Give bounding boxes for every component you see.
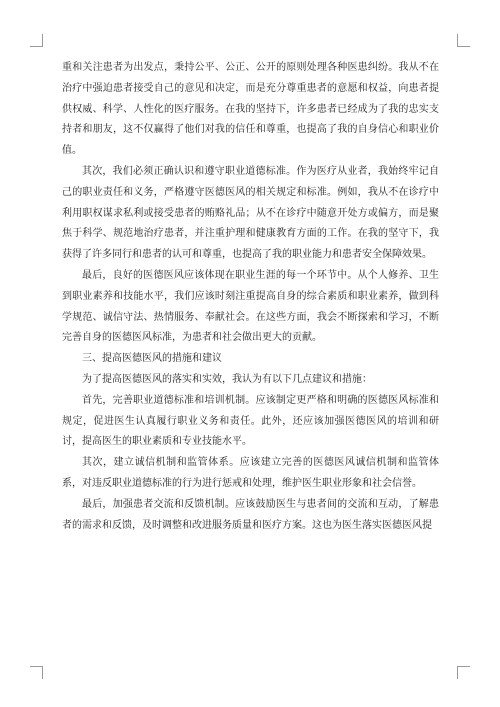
- paragraph-intro-suggestions: 为了提高医德医风的落实和实效，我认为有以下几点建议和措施：: [82, 373, 372, 385]
- paragraph-continued: 重和关注患者为出发点，秉持公平、公正、公开的原则处理各种医患纠纷。我从不在治疗中强迫患者接受自己的意见和决定，而是充分尊重患者的意愿和权益，向患者提供权威、科学、人性化的医疗服务。在我的坚持下，许多患者已经成为了我的忠实支持者和朋友，这不仅赢得了他们对我的信任和尊重，也提高了我的自身信心和职业价值。: [62, 62, 439, 157]
- paragraph-suggestion-standards: 首先，完善职业道德标准和培训机制。应该制定更严格和明确的医德医风标准和规定，促进医生认真履行职业义务和责任。此外，还应该加强医德医风的培训和研讨，提高医生的职业素质和专业技能水平。: [62, 394, 439, 448]
- crop-mark-bottom-right: [457, 666, 470, 679]
- paragraph-professional-ethics: 其次，我们必须正确认识和遵守职业道德标准。作为医疗从业者，我始终牢记自己的职业责任和义务，严格遵守医德医风的相关规定和标准。例如，我从不在诊疗中利用职权谋求私利或接受患者的贿赂礼品；从不在诊疗中随意开处方或偏方，而是聚焦于科学、规范地治疗患者，并注重护理和健康教育方面的工作。在我的坚守下，我获得了许多同行和患者的认可和尊重，也提高了我的职业能力和患者安全保障效果。: [62, 165, 439, 261]
- document-body: [62, 58, 439, 536]
- crop-mark-bottom-left: [30, 666, 43, 679]
- section-heading: 三、提高医德医风的措施和建议: [82, 353, 222, 365]
- crop-mark-top-left: [30, 34, 43, 47]
- crop-mark-top-right: [457, 34, 470, 47]
- paragraph-suggestion-feedback: 最后，加强患者交流和反馈机制。应该鼓励医生与患者间的交流和互动，了解患者的需求和反馈，及时调整和改进服务质量和医疗方案。这也为医生落实医德医风提: [62, 498, 439, 531]
- paragraph-suggestion-supervision: 其次，建立诚信机制和监管体系。应该建立完善的医德医风诚信机制和监管体系，对违反职业道德标准的行为进行惩戒和处理，维护医生职业形象和社会信誉。: [62, 457, 439, 489]
- paragraph-career-conduct: 最后，良好的医德医风应该体现在职业生涯的每一个环节中。从个人修养、卫生到职业素养和技能水平，我们应该时刻注重提高自身的综合素质和职业素养，做到科学规范、诚信守法、热情服务、奉献社会。在这些方面，我会不断探索和学习，不断完善自身的医德医风标准，为患者和社会做出更大的贡献。: [62, 269, 439, 344]
